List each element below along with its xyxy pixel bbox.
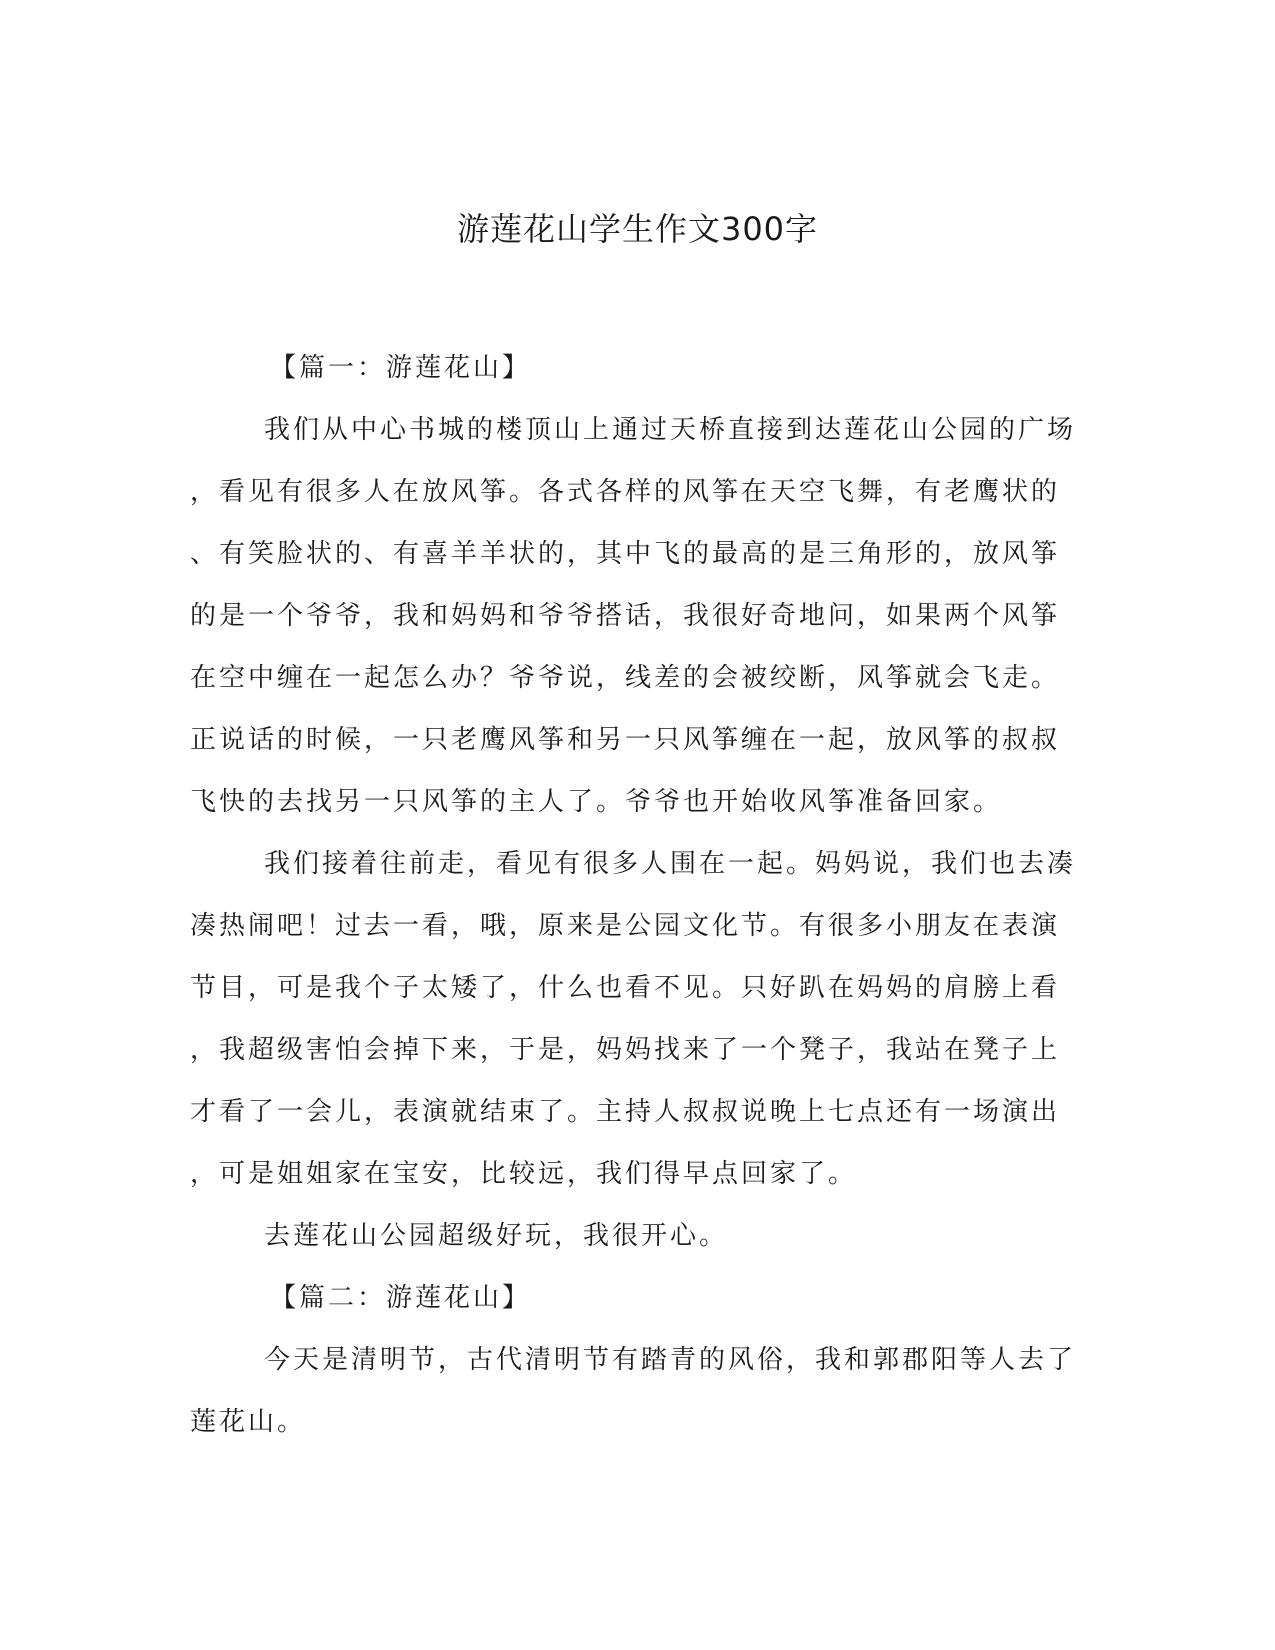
paragraph-line: 才看了一会儿，表演就结束了。主持人叔叔说晚上七点还有一场演出 [190, 1097, 1061, 1127]
document-title: 游莲花山学生作文300字 [456, 210, 819, 248]
paragraph-line: ，我超级害怕会掉下来，于是，妈妈找来了一个凳子，我站在凳子上 [190, 1035, 1061, 1065]
paragraph-line: 在空中缠在一起怎么办？爷爷说，线差的会被绞断，风筝就会飞走。 [190, 663, 1061, 693]
paragraph-line: 节目，可是我个子太矮了，什么也看不见。只好趴在妈妈的肩膀上看 [190, 973, 1061, 1003]
paragraph-line: 去莲花山公园超级好玩，我很开心。 [264, 1221, 729, 1251]
paragraph-line: 凑热闹吧！过去一看，哦，原来是公园文化节。有很多小朋友在表演 [190, 911, 1061, 941]
paragraph-line: ，看见有很多人在放风筝。各式各样的风筝在天空飞舞，有老鹰状的 [190, 477, 1061, 507]
paragraph-line: 我们从中心书城的楼顶山上通过天桥直接到达莲花山公园的广场 [264, 415, 1077, 445]
paragraph-line: 的是一个爷爷，我和妈妈和爷爷搭话，我很好奇地问，如果两个风筝 [190, 601, 1061, 631]
paragraph-line: 、有笑脸状的、有喜羊羊状的，其中飞的最高的是三角形的，放风筝 [190, 539, 1061, 569]
paragraph-line: ，可是姐姐家在宝安，比较远，我们得早点回家了。 [190, 1159, 858, 1189]
section-heading: 【篇二：游莲花山】 [270, 1283, 532, 1313]
paragraph-line: 今天是清明节，古代清明节有踏青的风俗，我和郭郡阳等人去了 [264, 1345, 1077, 1375]
paragraph-line: 正说话的时候，一只老鹰风筝和另一只风筝缠在一起，放风筝的叔叔 [190, 725, 1061, 755]
section-heading: 【篇一：游莲花山】 [270, 353, 532, 383]
document-body [190, 337, 1080, 1453]
paragraph-line: 飞快的去找另一只风筝的主人了。爷爷也开始收风筝准备回家。 [190, 787, 1003, 817]
paragraph-line: 莲花山。 [190, 1407, 307, 1437]
paragraph-line: 我们接着往前走，看见有很多人围在一起。妈妈说，我们也去凑 [264, 849, 1077, 879]
